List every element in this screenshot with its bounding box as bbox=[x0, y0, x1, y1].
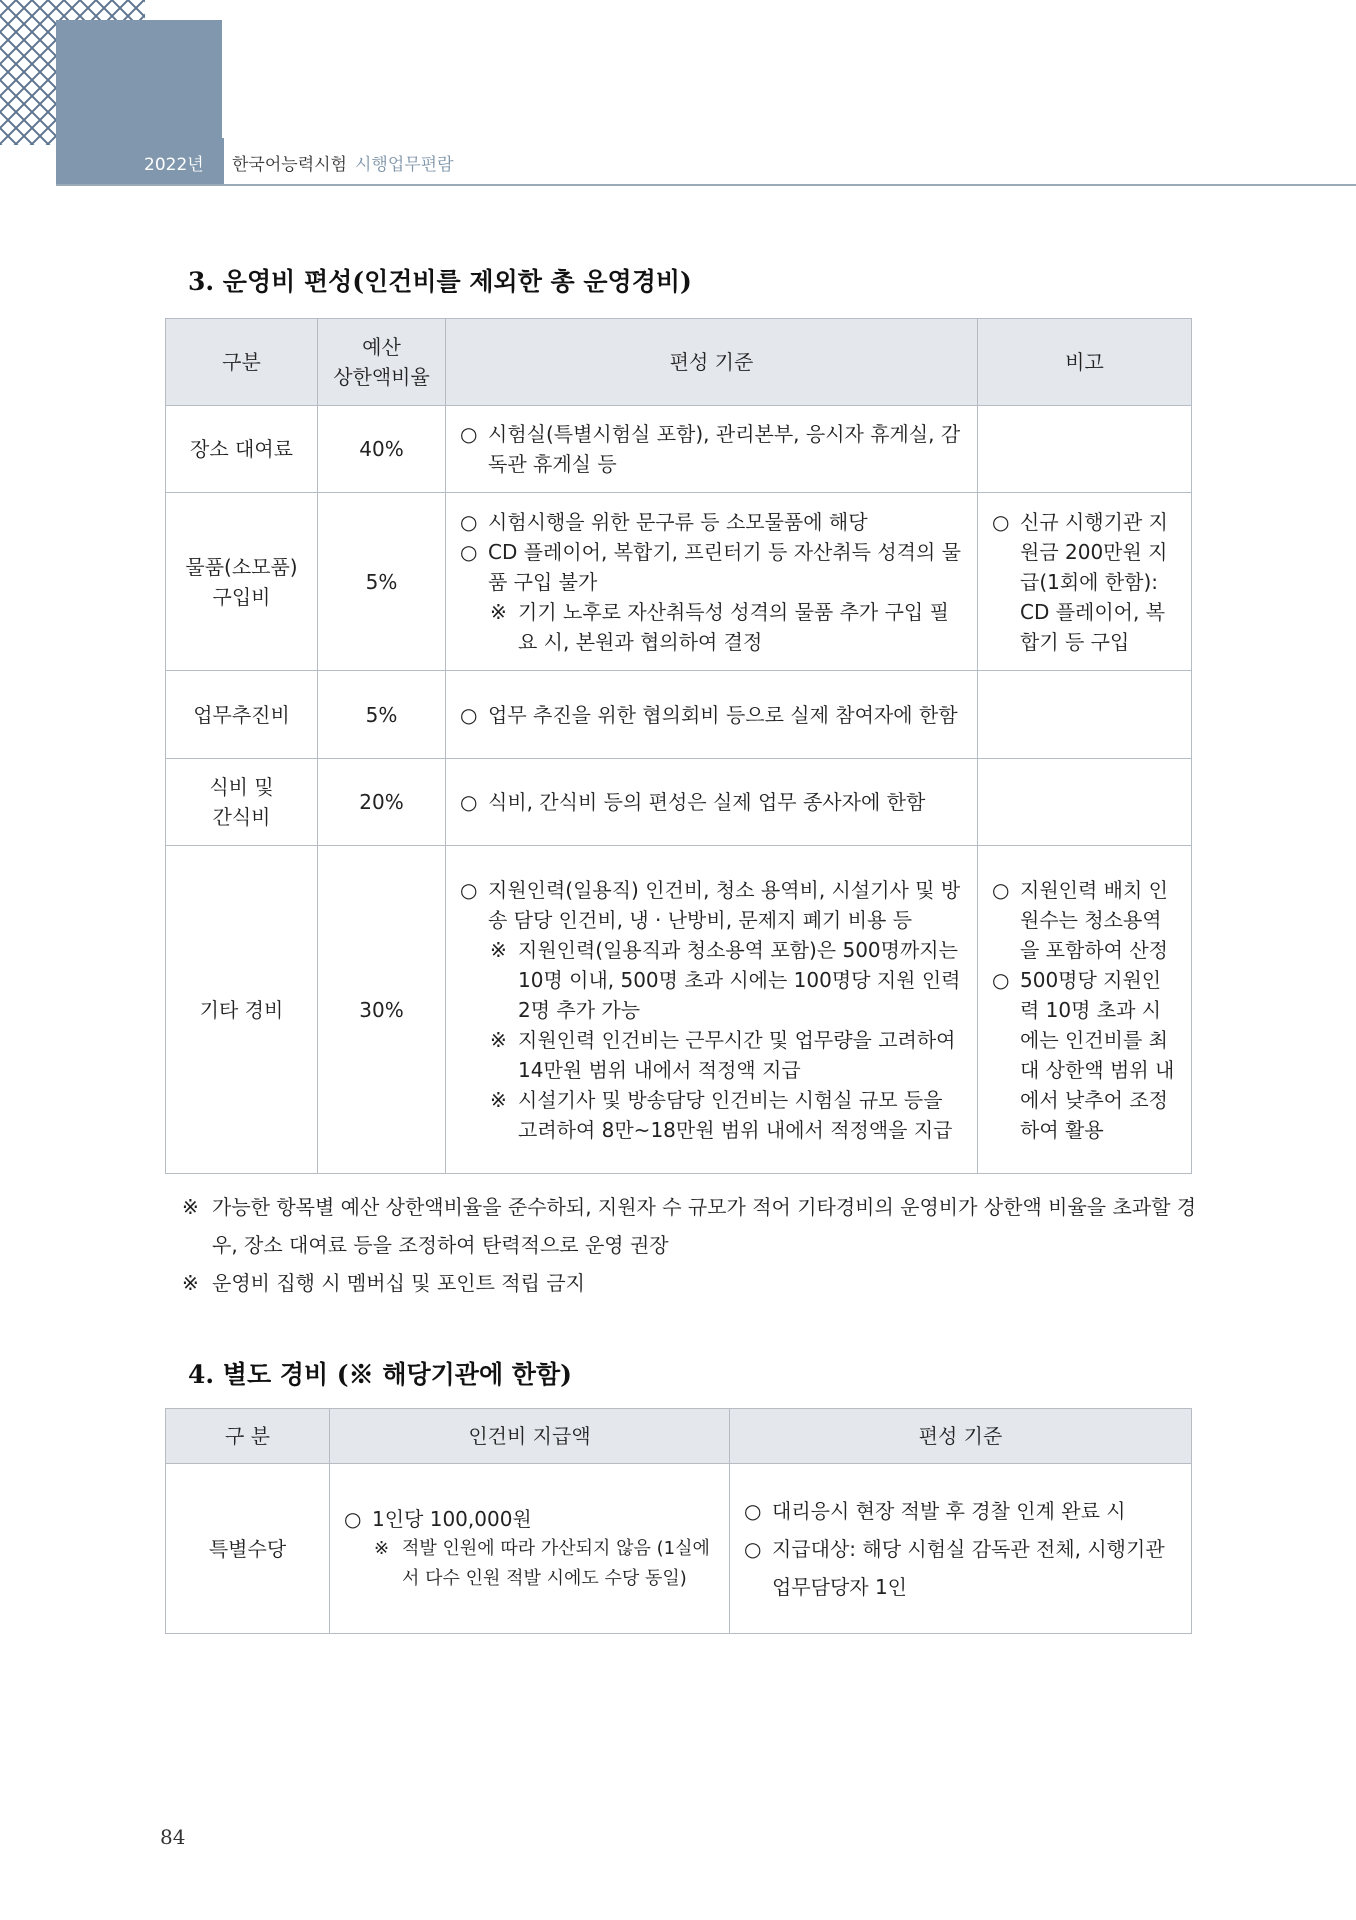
category-line1: 식비 및 bbox=[209, 775, 274, 799]
row-remarks bbox=[978, 759, 1192, 846]
col-header-remarks: 비고 bbox=[978, 319, 1192, 406]
row-category: 특별수당 bbox=[166, 1464, 330, 1634]
criteria-bullet: ○ 지원인력(일용직) 인건비, 청소 용역비, 시설기사 및 방송 담당 인건비, 냉 · 난방비, 문제지 폐기 비용 등 bbox=[460, 875, 963, 935]
row-category bbox=[166, 759, 318, 846]
criteria-note: ※ 시설기사 및 방송담당 인건비는 시험실 규모 등을 고려하여 8만~18만원 범위 내에서 적정액을 지급 bbox=[460, 1085, 963, 1145]
row-ratio: 5% bbox=[318, 493, 446, 671]
row-category: 기타 경비 bbox=[166, 846, 318, 1174]
header-separator bbox=[222, 138, 224, 184]
col-header-category: 구분 bbox=[166, 319, 318, 406]
table-row bbox=[166, 1464, 1192, 1634]
operating-cost-table bbox=[165, 318, 1192, 1174]
row-amount bbox=[330, 1464, 730, 1634]
note-line: ※ 가능한 항목별 예산 상한액비율을 준수하되, 지원자 수 규모가 적어 기타경비의 운영비가 상한액 비율을 초과할 경우, 장소 대여료 등을 조정하여 탄력적으로 운영 권장 bbox=[182, 1188, 1212, 1264]
col-header-criteria: 편성 기준 bbox=[446, 319, 978, 406]
row-criteria bbox=[730, 1464, 1192, 1634]
row-criteria bbox=[446, 406, 978, 493]
criteria-bullet: ○ 시험시행을 위한 문구류 등 소모물품에 해당 bbox=[460, 507, 963, 537]
row-remarks bbox=[978, 406, 1192, 493]
criteria-bullet: ○ 식비, 간식비 등의 편성은 실제 업무 종사자에 한함 bbox=[460, 787, 963, 817]
remark-bullet: ○ 지원인력 배치 인원수는 청소용역을 포함하여 산정 bbox=[992, 875, 1177, 965]
row-ratio: 40% bbox=[318, 406, 446, 493]
section3-notes bbox=[182, 1188, 1212, 1302]
remark-bullet: ○ 500명당 지원인력 10명 초과 시에는 인건비를 최대 상한액 범위 내에서 낮추어 조정하여 활용 bbox=[992, 965, 1177, 1145]
separate-cost-table bbox=[165, 1408, 1192, 1634]
amount-bullet: ○ 1인당 100,000원 bbox=[344, 1504, 715, 1534]
section4-title: 4. 별도 경비 (※ 해당기관에 한함) bbox=[188, 1360, 572, 1389]
row-category: 업무추진비 bbox=[166, 671, 318, 759]
col-header-category: 구 분 bbox=[166, 1409, 330, 1464]
row-ratio: 30% bbox=[318, 846, 446, 1174]
criteria-note: ※ 기기 노후로 자산취득성 성격의 물품 추가 구입 필요 시, 본원과 협의하여 결정 bbox=[460, 597, 963, 657]
row-criteria bbox=[446, 759, 978, 846]
col-header-ratio bbox=[318, 319, 446, 406]
col-header-criteria: 편성 기준 bbox=[730, 1409, 1192, 1464]
criteria-bullet: ○ CD 플레이어, 복합기, 프린터기 등 자산취득 성격의 물품 구입 불가 bbox=[460, 537, 963, 597]
remark-bullet: ○ 신규 시행기관 지원금 200만원 지급(1회에 한함): CD 플레이어, 복합기 등 구입 bbox=[992, 507, 1177, 657]
section3-title: 3. 운영비 편성(인건비를 제외한 총 운영경비) bbox=[188, 267, 692, 296]
row-category bbox=[166, 493, 318, 671]
table-row bbox=[166, 493, 1192, 671]
amount-note: ※ 적발 인원에 따라 가산되지 않음 (1실에서 다수 인원 적발 시에도 수당 동일) bbox=[344, 1534, 715, 1594]
col-header-ratio-line2: 상한액비율 bbox=[333, 365, 430, 389]
criteria-bullet: ○ 대리응시 현장 적발 후 경찰 인계 완료 시 bbox=[744, 1492, 1177, 1530]
row-criteria bbox=[446, 846, 978, 1174]
category-line2: 간식비 bbox=[212, 805, 271, 829]
criteria-note: ※ 지원인력 인건비는 근무시간 및 업무량을 고려하여 14만원 범위 내에서 적정액 지급 bbox=[460, 1025, 963, 1085]
table-row bbox=[166, 846, 1192, 1174]
note-line: ※ 운영비 집행 시 멤버십 및 포인트 적립 금지 bbox=[182, 1264, 1212, 1302]
header-rule bbox=[56, 184, 1356, 186]
row-category: 장소 대여료 bbox=[166, 406, 318, 493]
row-remarks bbox=[978, 846, 1192, 1174]
table-row bbox=[166, 406, 1192, 493]
criteria-note: ※ 지원인력(일용직과 청소용역 포함)은 500명까지는 10명 이내, 500명 초과 시에는 100명당 지원 인력 2명 추가 가능 bbox=[460, 935, 963, 1025]
col-header-ratio-line1: 예산 bbox=[362, 335, 401, 359]
row-criteria bbox=[446, 493, 978, 671]
category-line1: 물품(소모품) bbox=[185, 554, 298, 579]
row-remarks bbox=[978, 671, 1192, 759]
header-title-main: 한국어능력시험 bbox=[232, 155, 347, 175]
table-row bbox=[166, 759, 1192, 846]
row-remarks bbox=[978, 493, 1192, 671]
col-header-amount: 인건비 지급액 bbox=[330, 1409, 730, 1464]
row-ratio: 20% bbox=[318, 759, 446, 846]
category-line2: 구입비 bbox=[212, 584, 271, 609]
header-year: 2022년 bbox=[144, 155, 204, 175]
table-header-row bbox=[166, 319, 1192, 406]
header-title bbox=[232, 150, 454, 175]
row-ratio: 5% bbox=[318, 671, 446, 759]
table-header-row bbox=[166, 1409, 1192, 1464]
page-number: 84 bbox=[160, 1825, 186, 1849]
criteria-bullet: ○ 시험실(특별시험실 포함), 관리본부, 응시자 휴게실, 감독관 휴게실 등 bbox=[460, 419, 963, 479]
row-criteria bbox=[446, 671, 978, 759]
criteria-bullet: ○ 업무 추진을 위한 협의회비 등으로 실제 참여자에 한함 bbox=[460, 700, 963, 730]
header-title-sub: 시행업무편람 bbox=[354, 155, 454, 175]
table-row bbox=[166, 671, 1192, 759]
criteria-bullet: ○ 지급대상: 해당 시험실 감독관 전체, 시행기관 업무담당자 1인 bbox=[744, 1530, 1177, 1606]
